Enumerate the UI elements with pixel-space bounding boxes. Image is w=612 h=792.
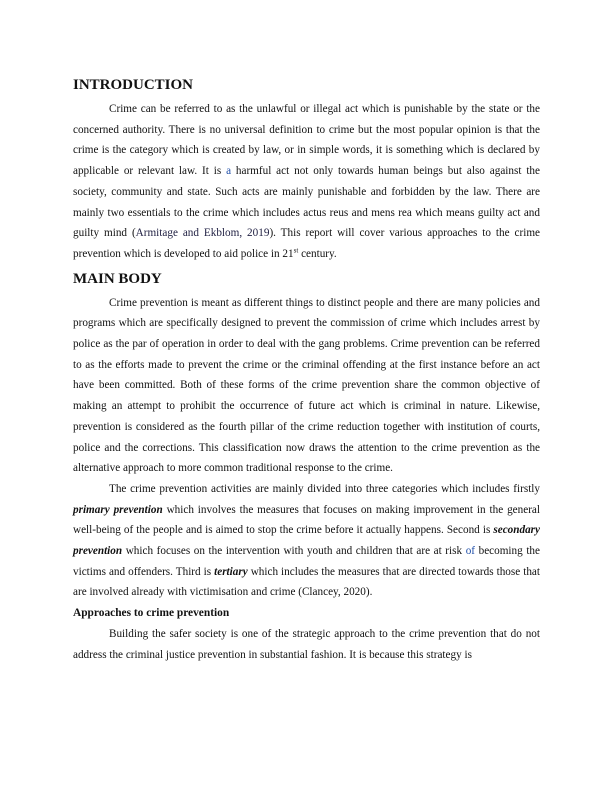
citation: Armitage and Ekblom, 2019 xyxy=(135,227,270,240)
approaches-paragraph: Building the safer society is one of the strategic approach to the crime prevention that do not address the criminal justice prevention in substantial fashion. It is because this strategy is xyxy=(73,627,540,661)
main-body-paragraph-1: Crime prevention is meant as different things to distinct people and there are many policies and programs which are specifically designed to prevent the commission of crime which includes arrest by police as the par of operation in order to deal with the gang problems. Crime prevention can be referred to as the efforts made to prevent the crime or the criminal offending at the first instance before an act have been committed. Both of these forms of the crime prevention share the common objective of making an attempt to prohibit the occurrence of future act which is criminal in nature. Likewise, prevention is considered as the fourth pillar of the crime reduction together with institution of courts, police and the corrections. This classification now draws the attention to the crime prevention as the alternative approach to more common traditional response to the crime. xyxy=(73,296,540,475)
superscript: st xyxy=(293,246,299,255)
citation: Clancey, 2020 xyxy=(301,586,366,599)
introduction-heading: INTRODUCTION xyxy=(73,77,194,93)
introduction-paragraph: Crime can be referred to as the unlawful or illegal act which is punishable by the state or the concerned authority. There is no universal definition to crime but the most popular opinion is that the crime is the category which is created by law, or in simple words, it is something which is declared by applicable or relevant law. It is a harmful act not only towards human beings but also against the society, community and state. Such acts are mainly punishable and forbidden by the law. There are mainly two essentials to the crime which includes actus reus and mens rea which means guilty act and guilty mind (Armitage and Ekblom, 2019). This report will cover various approaches to the crime prevention which is developed to aid police in 21st century. xyxy=(73,103,540,260)
term-tertiary: tertiary xyxy=(214,565,248,578)
term-primary-prevention: primary prevention xyxy=(73,503,163,516)
highlighted-word: a xyxy=(226,165,232,178)
main-body-paragraph-2: The crime prevention activities are mainly divided into three categories which includes firstly primary prevention which involves the measures that focuses on making improvement in the general well-being of the people and is aimed to stop the crime before it actually happens. Second is secondary prevention which focuses on the intervention with youth and children that are at risk of becoming the victims and offenders. Third is tertiary which includes the measures that are directed towards those that are involved already with victimisation and crime (Clancey, 2020). xyxy=(73,482,541,599)
term-secondary-prevention: secondary prevention xyxy=(73,524,540,558)
main-body-heading: MAIN BODY xyxy=(73,270,162,287)
approaches-subheading: Approaches to crime prevention xyxy=(73,607,230,620)
highlighted-word: of xyxy=(465,545,476,558)
document-page xyxy=(73,74,540,665)
